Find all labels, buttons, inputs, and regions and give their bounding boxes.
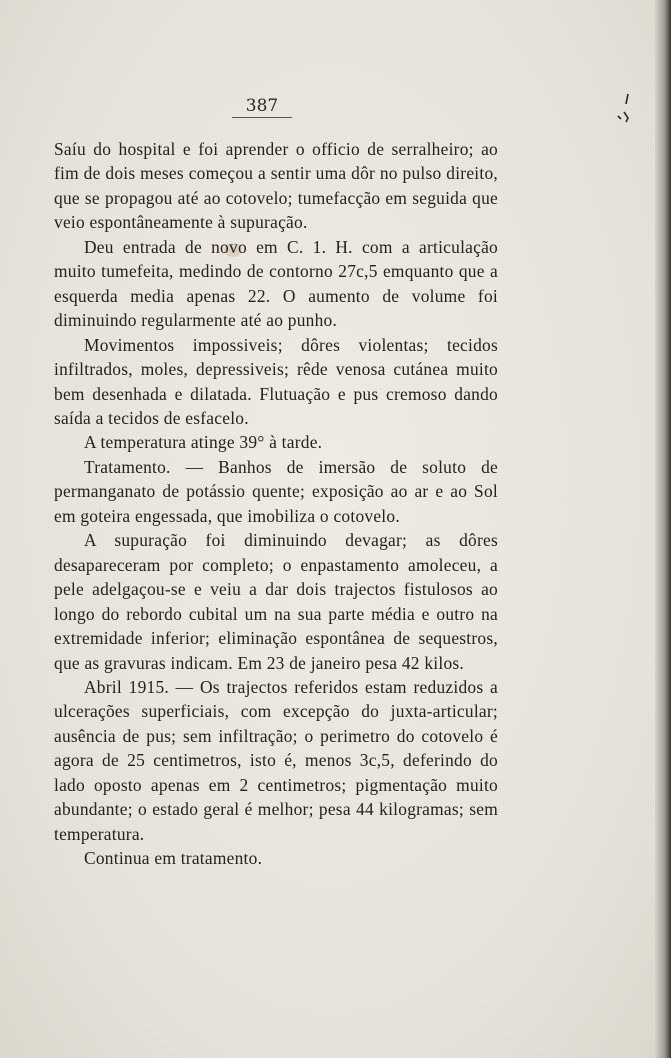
ink-mark — [614, 92, 634, 128]
page-number: 387 — [232, 96, 292, 118]
paragraph: Deu entrada de novo em C. 1. H. com a articulação muito tumefeita, medindo de contorno 27c,5 emquanto que a esquerda media apenas 22. O aumento de volume foi diminuindo regularmente até ao punho. — [54, 236, 498, 331]
paragraph: Movimentos impossiveis; dôres violentas; tecidos infiltrados, moles, depressiveis; rêde venosa cutánea muito bem desenhada e dilatada. Flutuação e pus cremoso dando saída a tecidos de esfacelo. — [54, 334, 498, 428]
paragraph: Saíu do hospital e foi aprender o officio de serralheiro; ao fim de dois meses começou a sentir uma dôr no pulso direito, que se propagou até ao cotovelo; tumefacção em seguida que veio espontâneamente à supuração. — [54, 139, 498, 233]
book-gutter-edge — [655, 0, 671, 1058]
paragraph: Tratamento. — Banhos de imersão de soluto de permanganato de potássio quente; exposição ao ar e ao Sol em goteira engessada, que imobiliza o cotovelo. — [54, 456, 498, 526]
paragraph: Continua em tratamento. — [84, 848, 263, 869]
paragraph: A temperatura atinge 39° à tarde. — [84, 432, 323, 453]
body-text — [54, 137, 498, 871]
paragraph: Abril 1915. — Os trajectos referidos estam reduzidos a ulcerações superficiais, com excepção do juxta-articular; ausência de pus; sem infiltração; o perimetro do cotovelo é agora de 25 centimetros, isto é, menos 3c,5, deferindo do lado oposto apenas em 2 centimetros; pigmentação muito abundante; o estado geral é melhor; pesa 44 kilogramas; sem temperatura. — [54, 676, 498, 844]
paragraph: A supuração foi diminuindo devagar; as dôres desapareceram por completo; o enpastamento amoleceu, a pele adelgaçou-se e veiu a dar dois trajectos fistulosos ao longo do rebordo cubital um na sua parte média e outro na extremidade inferior; eliminação espontânea de sequestros, que as gravuras indicam. Em 23 de janeiro pesa 42 kilos. — [54, 530, 498, 673]
